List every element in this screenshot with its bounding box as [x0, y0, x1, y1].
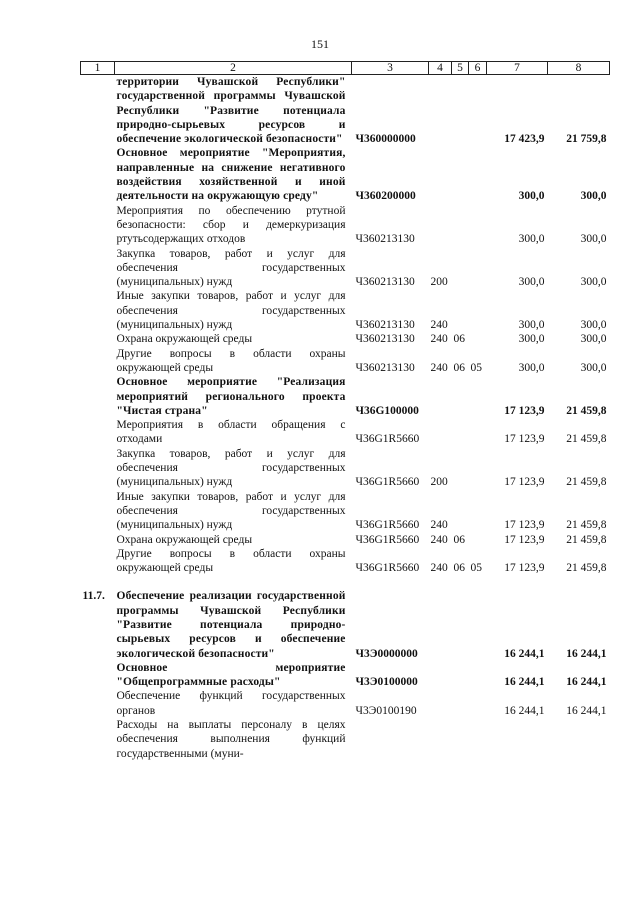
- row-description: Основное мероприятие "Реализация мероприятий регионального проекта "Чистая страна": [116, 376, 346, 417]
- row-subsection: [469, 689, 487, 718]
- row-description: Закупка товаров, работ и услуг для обеспечения государственных (муниципальных) нужд: [116, 247, 346, 289]
- row-description: Обеспечение функций государственных органов: [116, 690, 346, 717]
- row-subsection: [469, 490, 487, 533]
- row-number: [81, 533, 115, 547]
- row-expense-type: 240: [430, 562, 448, 575]
- row-expense-type: 240: [430, 333, 448, 346]
- column-header: 8: [548, 62, 610, 75]
- row-subsection: [469, 204, 487, 247]
- table-row: [81, 375, 610, 418]
- budget-table: [80, 61, 610, 761]
- row-description: Другие вопросы в области охраны окружающей среды: [116, 547, 346, 575]
- row-number: [81, 547, 115, 576]
- row-amount-2021: 17 123,9: [504, 533, 545, 546]
- row-amount-2022: [548, 718, 610, 761]
- row-subsection: 05: [470, 361, 482, 374]
- column-header-row: [81, 62, 610, 75]
- row-subsection: [469, 375, 487, 418]
- row-description: Мероприятия по обеспечению ртутной безопасности: сбор и демеркуризация ртутьсодержащих отходов: [116, 204, 346, 246]
- row-amount-2022: 300,0: [580, 276, 607, 289]
- row-expense-type: 200: [430, 276, 448, 289]
- row-amount-2021: 17 423,9: [504, 133, 545, 146]
- row-amount-2021: 17 123,9: [504, 433, 545, 446]
- row-description: Охрана окружающей среды: [116, 333, 253, 346]
- row-subsection: [469, 661, 487, 690]
- table-row: [81, 661, 610, 690]
- spacer-cell: [81, 575, 610, 589]
- row-subsection: [469, 447, 487, 490]
- column-header: 4: [429, 62, 452, 75]
- row-number: [81, 447, 115, 490]
- row-subsection: [469, 418, 487, 447]
- row-section: [452, 146, 469, 203]
- row-number: [81, 75, 115, 147]
- row-subsection: [469, 75, 487, 147]
- row-target-code: Ч360213130: [355, 361, 415, 374]
- row-expense-type: [429, 146, 452, 203]
- row-subsection: [469, 533, 487, 547]
- row-amount-2022: 21 759,8: [566, 133, 607, 146]
- row-expense-type: [429, 375, 452, 418]
- column-header: 7: [487, 62, 548, 75]
- row-amount-2021: 17 123,9: [504, 562, 545, 575]
- row-amount-2021: 300,0: [518, 361, 545, 374]
- row-amount-2021: 17 123,9: [504, 519, 545, 532]
- row-number: [81, 204, 115, 247]
- row-number: [81, 332, 115, 346]
- row-expense-type: 240: [430, 361, 448, 374]
- row-number: [81, 375, 115, 418]
- table-row: [81, 447, 610, 490]
- row-section: [452, 490, 469, 533]
- row-subsection: [469, 718, 487, 761]
- row-target-code: Ч360213130: [355, 276, 415, 289]
- row-amount-2022: 16 244,1: [566, 676, 607, 689]
- row-target-code: Ч36G1R5660: [355, 562, 420, 575]
- column-header: 2: [115, 62, 352, 75]
- row-target-code: Ч36G100000: [355, 404, 419, 417]
- row-subsection: [469, 589, 487, 660]
- row-amount-2022: 300,0: [580, 190, 607, 203]
- row-target-code: Ч36G1R5660: [355, 433, 420, 446]
- row-expense-type: [429, 418, 452, 447]
- row-description: Основное мероприятие "Общепрограммные расходы": [116, 661, 346, 689]
- row-target-code: Ч360200000: [355, 190, 416, 203]
- row-amount-2021: 17 123,9: [504, 476, 545, 489]
- row-amount-2021: 300,0: [518, 276, 545, 289]
- row-target-code: Ч36G1R5660: [355, 533, 420, 546]
- row-target-code: Ч3Э0000000: [355, 647, 418, 660]
- row-target-code: Ч360213130: [355, 333, 415, 346]
- row-section: [452, 418, 469, 447]
- row-expense-type: [429, 661, 452, 690]
- row-description: территории Чувашской Республики" государственной программы Чувашской Республики "Развитие потенциала природно-сырьевых ресурсов и обеспечение экологической безопасности": [116, 76, 346, 146]
- row-number: [81, 146, 115, 203]
- row-number: 11.7.: [82, 590, 105, 603]
- table-row: [81, 146, 610, 203]
- row-description: Основное мероприятие "Мероприятия, направленные на снижение негативного воздействия хозяйственной и иной деятельности на окружающую среду": [116, 147, 346, 203]
- table-row: [81, 247, 610, 290]
- row-description: Закупка товаров, работ и услуг для обеспечения государственных (муниципальных) нужд: [116, 447, 346, 489]
- row-number: [81, 289, 115, 332]
- table-row: [81, 332, 610, 346]
- table-body: [81, 75, 610, 761]
- row-target-code: Ч360213130: [355, 319, 415, 332]
- row-subsection: [469, 332, 487, 346]
- row-expense-type: 200: [430, 476, 448, 489]
- row-expense-type: [429, 75, 452, 147]
- spacer-row: [81, 575, 610, 589]
- table-row: [81, 689, 610, 718]
- row-target-code: [352, 718, 429, 761]
- row-amount-2022: 21 459,8: [566, 404, 607, 417]
- row-section: [452, 718, 469, 761]
- row-expense-type: [429, 689, 452, 718]
- row-section: [452, 589, 469, 660]
- row-section: [452, 661, 469, 690]
- row-section: [452, 689, 469, 718]
- table-row: [81, 718, 610, 761]
- row-number: [81, 718, 115, 761]
- row-amount-2022: 16 244,1: [566, 704, 607, 717]
- column-header: 6: [469, 62, 487, 75]
- row-amount-2022: 21 459,8: [566, 562, 607, 575]
- table-row: [81, 589, 610, 660]
- row-target-code: Ч360213130: [355, 233, 415, 246]
- row-section: [452, 289, 469, 332]
- row-target-code: Ч36G1R5660: [355, 519, 420, 532]
- row-subsection: [469, 146, 487, 203]
- row-subsection: [469, 247, 487, 290]
- column-header: 1: [81, 62, 115, 75]
- row-amount-2021: 16 244,1: [504, 676, 545, 689]
- column-header: 5: [452, 62, 469, 75]
- row-amount-2021: 300,0: [518, 319, 545, 332]
- row-amount-2022: 21 459,8: [566, 476, 607, 489]
- row-amount-2022: 21 459,8: [566, 433, 607, 446]
- row-description: Мероприятия в области обращения с отходами: [116, 419, 346, 446]
- table-row: [81, 75, 610, 147]
- row-section: 06: [453, 333, 465, 346]
- row-amount-2021: 16 244,1: [504, 647, 545, 660]
- row-amount-2022: 300,0: [580, 333, 607, 346]
- row-amount-2021: 17 123,9: [504, 404, 545, 417]
- table-row: [81, 547, 610, 576]
- table-row: [81, 418, 610, 447]
- row-target-code: Ч36G1R5660: [355, 476, 420, 489]
- row-amount-2021: [487, 718, 548, 761]
- row-amount-2021: 16 244,1: [504, 704, 545, 717]
- row-amount-2022: 21 459,8: [566, 519, 607, 532]
- row-amount-2022: 300,0: [580, 319, 607, 332]
- row-description: Расходы на выплаты персоналу в целях обеспечения выполнения функций государственными (муни-: [116, 719, 346, 760]
- row-description: Обеспечение реализации государственной программы Чувашской Республики "Развитие потенциала природно-сырьевых ресурсов и обеспечение экологической безопасности": [116, 590, 346, 660]
- row-number: [81, 247, 115, 290]
- row-section: [452, 375, 469, 418]
- row-expense-type: [429, 718, 452, 761]
- row-number: [81, 347, 115, 376]
- row-target-code: Ч3Э0100000: [355, 676, 418, 689]
- row-number: [81, 689, 115, 718]
- row-section: 06: [453, 533, 465, 546]
- table-row: [81, 347, 610, 376]
- table-row: [81, 204, 610, 247]
- row-number: [81, 490, 115, 533]
- row-expense-type: [429, 204, 452, 247]
- row-amount-2022: 21 459,8: [566, 533, 607, 546]
- row-section: [452, 247, 469, 290]
- row-section: [452, 204, 469, 247]
- row-expense-type: 240: [430, 319, 448, 332]
- row-subsection: 05: [470, 562, 482, 575]
- row-section: 06: [453, 562, 465, 575]
- row-description: Иные закупки товаров, работ и услуг для обеспечения государственных (муниципальных) нужд: [116, 290, 346, 332]
- row-subsection: [469, 289, 487, 332]
- row-target-code: Ч3Э0100190: [355, 704, 417, 717]
- row-expense-type: [429, 589, 452, 660]
- table-row: [81, 289, 610, 332]
- row-expense-type: 240: [430, 533, 448, 546]
- page-number: 151: [311, 37, 329, 51]
- row-section: [452, 75, 469, 147]
- row-number: [81, 661, 115, 690]
- row-description: Охрана окружающей среды: [116, 533, 253, 546]
- row-target-code: Ч360000000: [355, 133, 416, 146]
- row-description: Другие вопросы в области охраны окружающей среды: [116, 347, 346, 374]
- row-amount-2021: 300,0: [518, 190, 545, 203]
- row-amount-2022: 300,0: [580, 233, 607, 246]
- row-expense-type: 240: [430, 519, 448, 532]
- table-row: [81, 490, 610, 533]
- table-row: [81, 533, 610, 547]
- column-header: 3: [352, 62, 429, 75]
- row-description: Иные закупки товаров, работ и услуг для обеспечения государственных (муниципальных) нужд: [116, 490, 346, 532]
- row-section: [452, 447, 469, 490]
- row-amount-2022: 300,0: [580, 361, 607, 374]
- row-amount-2021: 300,0: [518, 333, 545, 346]
- row-number: [81, 418, 115, 447]
- row-section: 06: [453, 361, 465, 374]
- row-amount-2022: 16 244,1: [566, 647, 607, 660]
- row-amount-2021: 300,0: [518, 233, 545, 246]
